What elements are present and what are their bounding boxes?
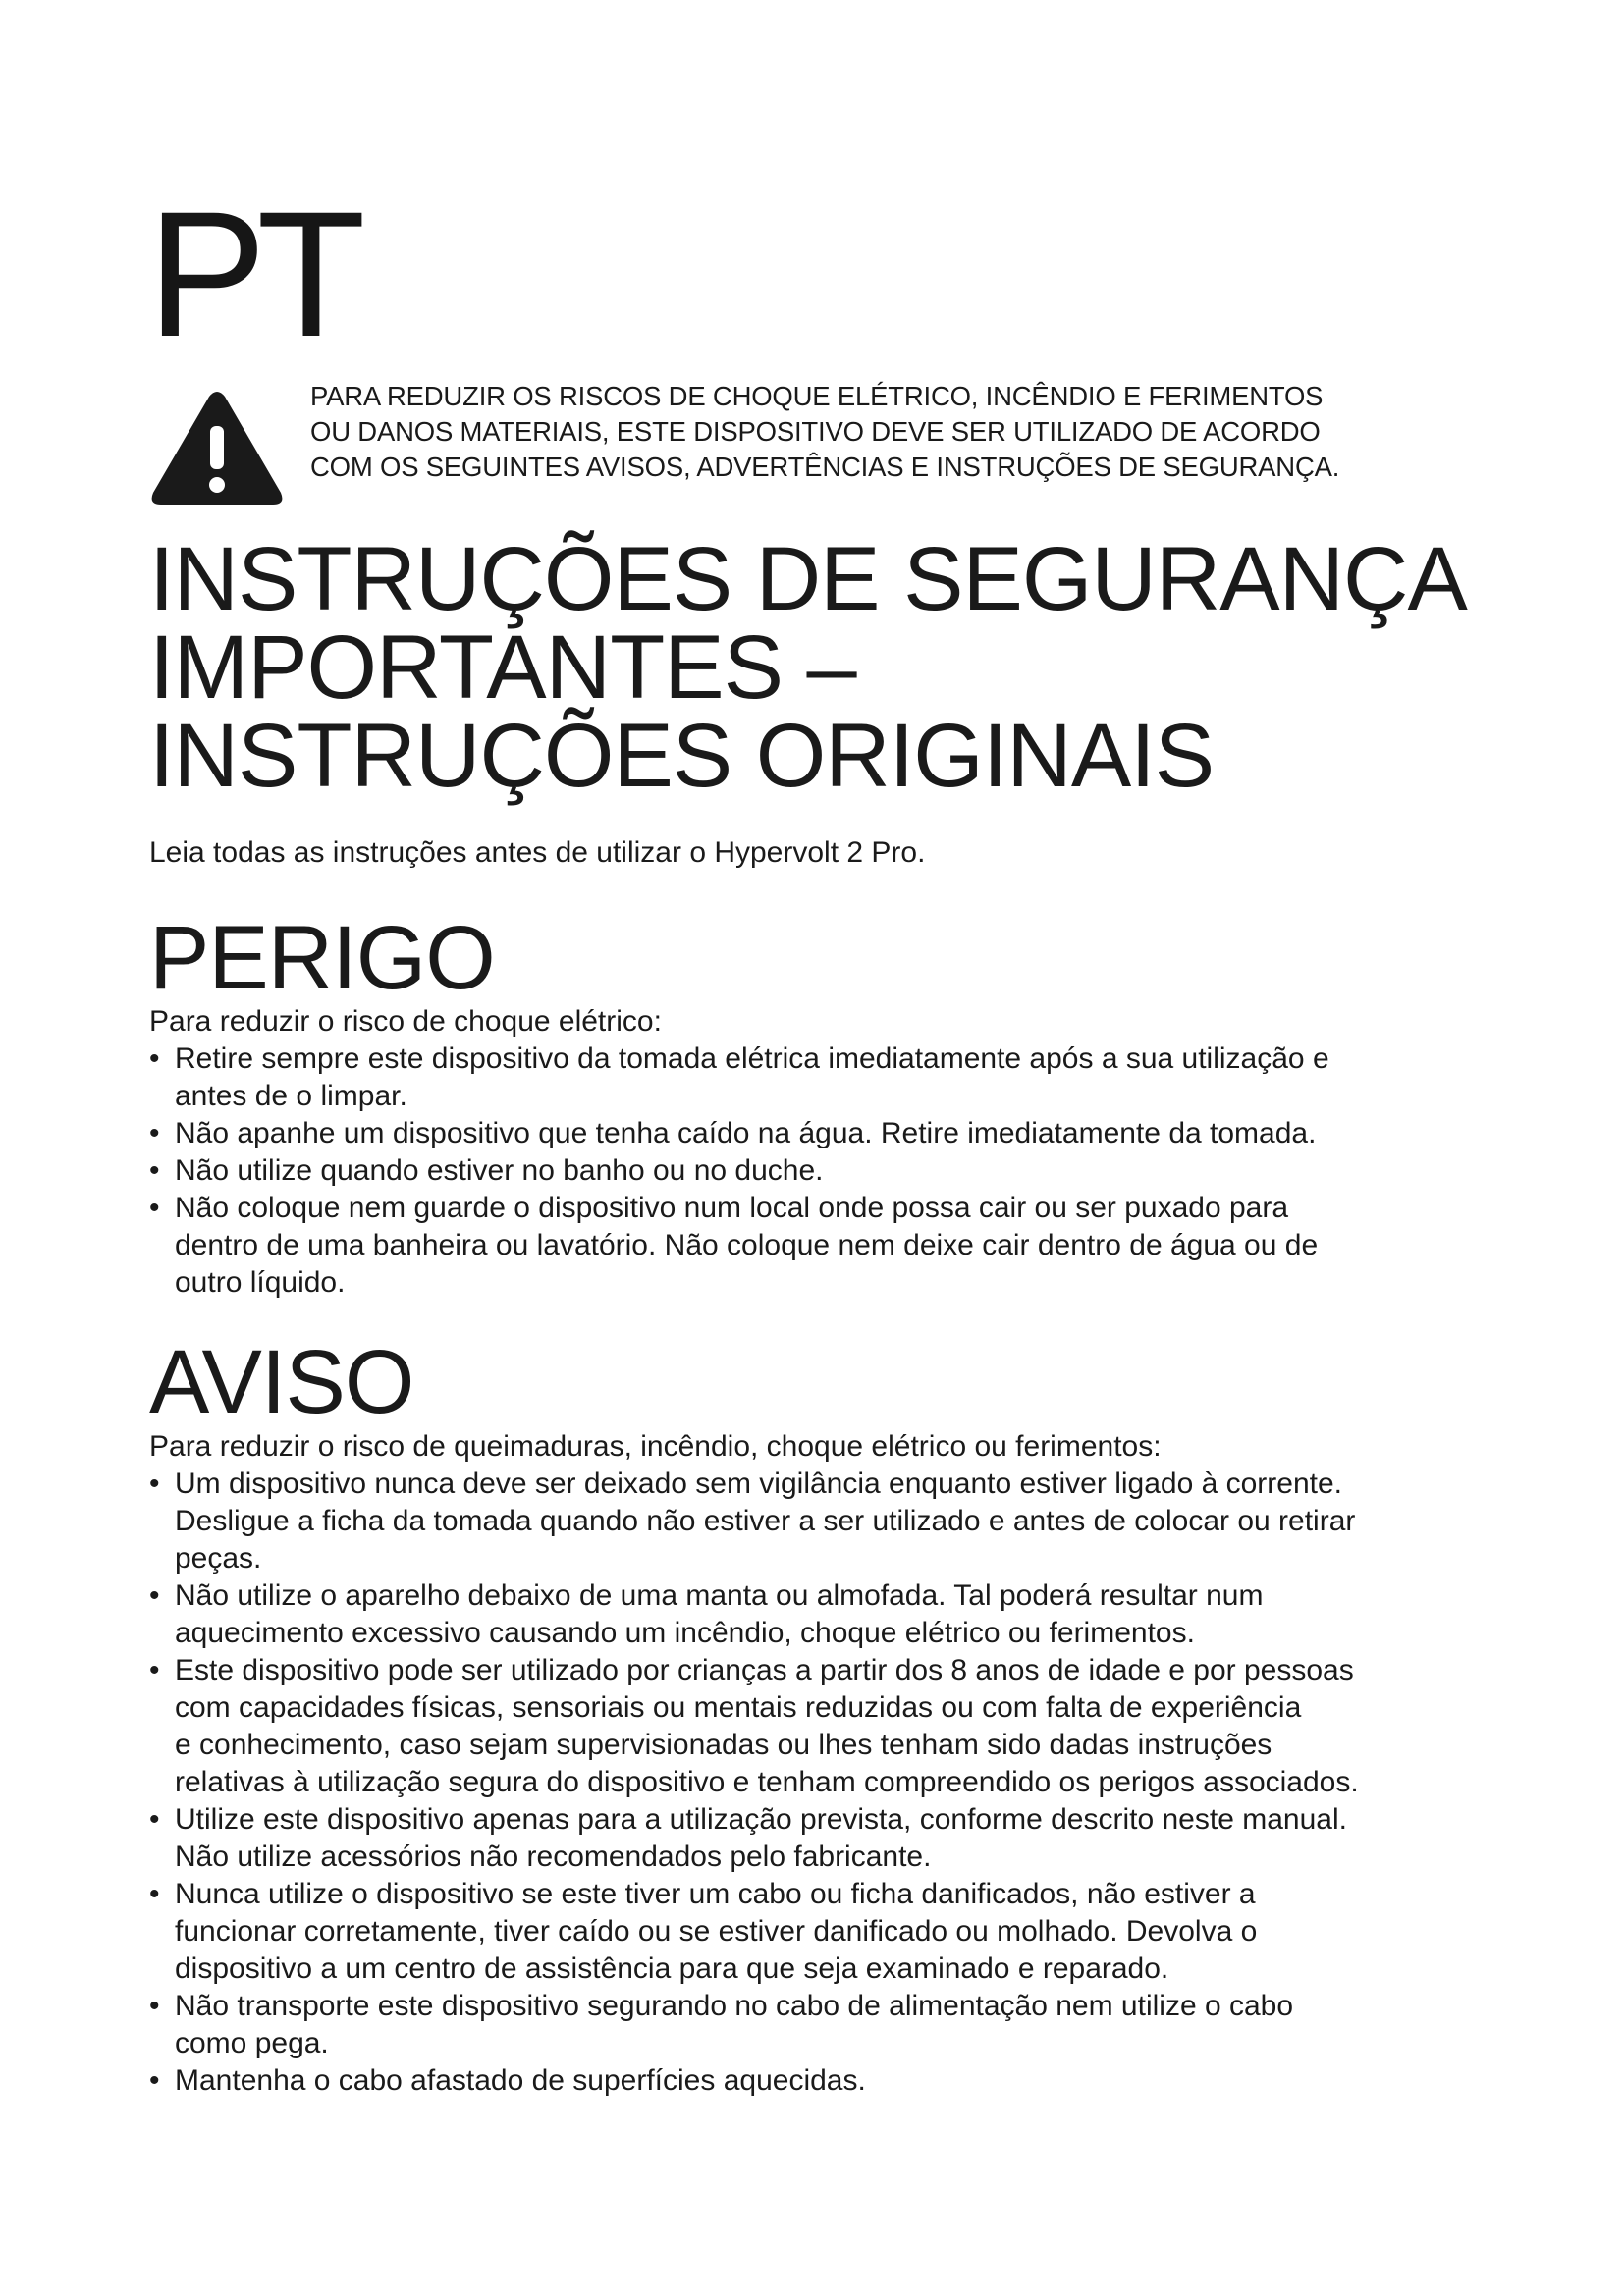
- list-item: [149, 2062, 1524, 2100]
- list-item-line: • Não coloque nem guarde o dispositivo num local onde possa cair ou ser puxado para: [175, 1192, 1289, 1224]
- list-item-line: aquecimento excessivo causando um incêndio, choque elétrico ou ferimentos.: [175, 1617, 1195, 1649]
- list-item-line: • Nunca utilize o dispositivo se este tiver um cabo ou ficha danificados, não estiver a: [175, 1878, 1256, 1910]
- list-item: [149, 1801, 1524, 1876]
- intro-text: Leia todas as instruções antes de utilizar o Hypervolt 2 Pro.: [149, 836, 926, 869]
- page-title: [149, 529, 1467, 806]
- warning-triangle-icon: [149, 389, 285, 508]
- list-item-line: com capacidades físicas, sensoriais ou mentais reduzidas ou com falta de experiência: [175, 1691, 1302, 1724]
- list-item: [149, 1988, 1524, 2062]
- list-item-line: e conhecimento, caso sejam supervisionadas ou lhes tenham sido dadas instruções: [175, 1729, 1272, 1761]
- perigo-list: [149, 1041, 1524, 1302]
- list-item-line: dispositivo a um centro de assistência para que seja examinado e reparado.: [175, 1952, 1169, 1985]
- list-item: [149, 1041, 1524, 1115]
- list-item-line: relativas à utilização segura do dispositivo e tenham compreendido os perigos associados.: [175, 1766, 1359, 1798]
- warning-line: PARA REDUZIR OS RISCOS DE CHOQUE ELÉTRICO, INCÊNDIO E FERIMENTOS: [310, 381, 1324, 411]
- list-item-line: • Retire sempre este dispositivo da tomada elétrica imediatamente após a sua utilização e: [175, 1042, 1329, 1075]
- perigo-lead: Para reduzir o risco de choque elétrico:: [149, 1005, 662, 1038]
- title-line: INSTRUÇÕES DE SEGURANÇA: [149, 529, 1467, 629]
- perigo-heading: PERIGO: [149, 908, 495, 1008]
- list-item-line: • Não transporte este dispositivo segurando no cabo de alimentação nem utilize o cabo: [175, 1990, 1294, 2022]
- list-item-line: • Mantenha o cabo afastado de superfícies aquecidas.: [175, 2064, 866, 2097]
- list-item: [149, 1190, 1524, 1302]
- list-item-line: • Este dispositivo pode ser utilizado por crianças a partir dos 8 anos de idade e por pessoas: [175, 1654, 1354, 1686]
- list-item: [149, 1466, 1524, 1577]
- warning-line: COM OS SEGUINTES AVISOS, ADVERTÊNCIAS E INSTRUÇÕES DE SEGURANÇA.: [310, 452, 1340, 482]
- list-item-line: • Utilize este dispositivo apenas para a utilização prevista, conforme descrito neste manual.: [175, 1803, 1347, 1836]
- list-item: [149, 1577, 1524, 1652]
- safety-warning-text: [310, 379, 1538, 485]
- list-item-line: funcionar corretamente, tiver caído ou se estiver danificado ou molhado. Devolva o: [175, 1915, 1258, 1948]
- language-code: PT: [147, 174, 356, 374]
- list-item-line: • Não utilize o aparelho debaixo de uma manta ou almofada. Tal poderá resultar num: [175, 1579, 1264, 1612]
- list-item-line: dentro de uma banheira ou lavatório. Não coloque nem deixe cair dentro de água ou de: [175, 1229, 1319, 1261]
- list-item: [149, 1652, 1524, 1801]
- aviso-heading: AVISO: [149, 1332, 414, 1432]
- title-line: INSTRUÇÕES ORIGINAIS: [149, 706, 1215, 806]
- list-item-line: Não utilize acessórios não recomendados pelo fabricante.: [175, 1841, 932, 1873]
- list-item: [149, 1152, 1524, 1190]
- aviso-lead: Para reduzir o risco de queimaduras, incêndio, choque elétrico ou ferimentos:: [149, 1430, 1162, 1463]
- title-line: IMPORTANTES –: [149, 617, 856, 718]
- list-item-line: • Não utilize quando estiver no banho ou no duche.: [175, 1154, 824, 1187]
- warning-line: OU DANOS MATERIAIS, ESTE DISPOSITIVO DEVE SER UTILIZADO DE ACORDO: [310, 416, 1321, 447]
- list-item-line: como pega.: [175, 2027, 329, 2059]
- list-item-line: • Um dispositivo nunca deve ser deixado sem vigilância enquanto estiver ligado à corrente.: [175, 1468, 1342, 1500]
- list-item-line: • Não apanhe um dispositivo que tenha caído na água. Retire imediatamente da tomada.: [175, 1117, 1317, 1149]
- list-item: [149, 1876, 1524, 1988]
- list-item-line: peças.: [175, 1542, 262, 1575]
- aviso-list: [149, 1466, 1524, 2100]
- list-item-line: Desligue a ficha da tomada quando não estiver a ser utilizado e antes de colocar ou retirar: [175, 1505, 1356, 1537]
- list-item-line: antes de o limpar.: [175, 1080, 407, 1112]
- list-item-line: outro líquido.: [175, 1266, 346, 1299]
- list-item: [149, 1115, 1524, 1152]
